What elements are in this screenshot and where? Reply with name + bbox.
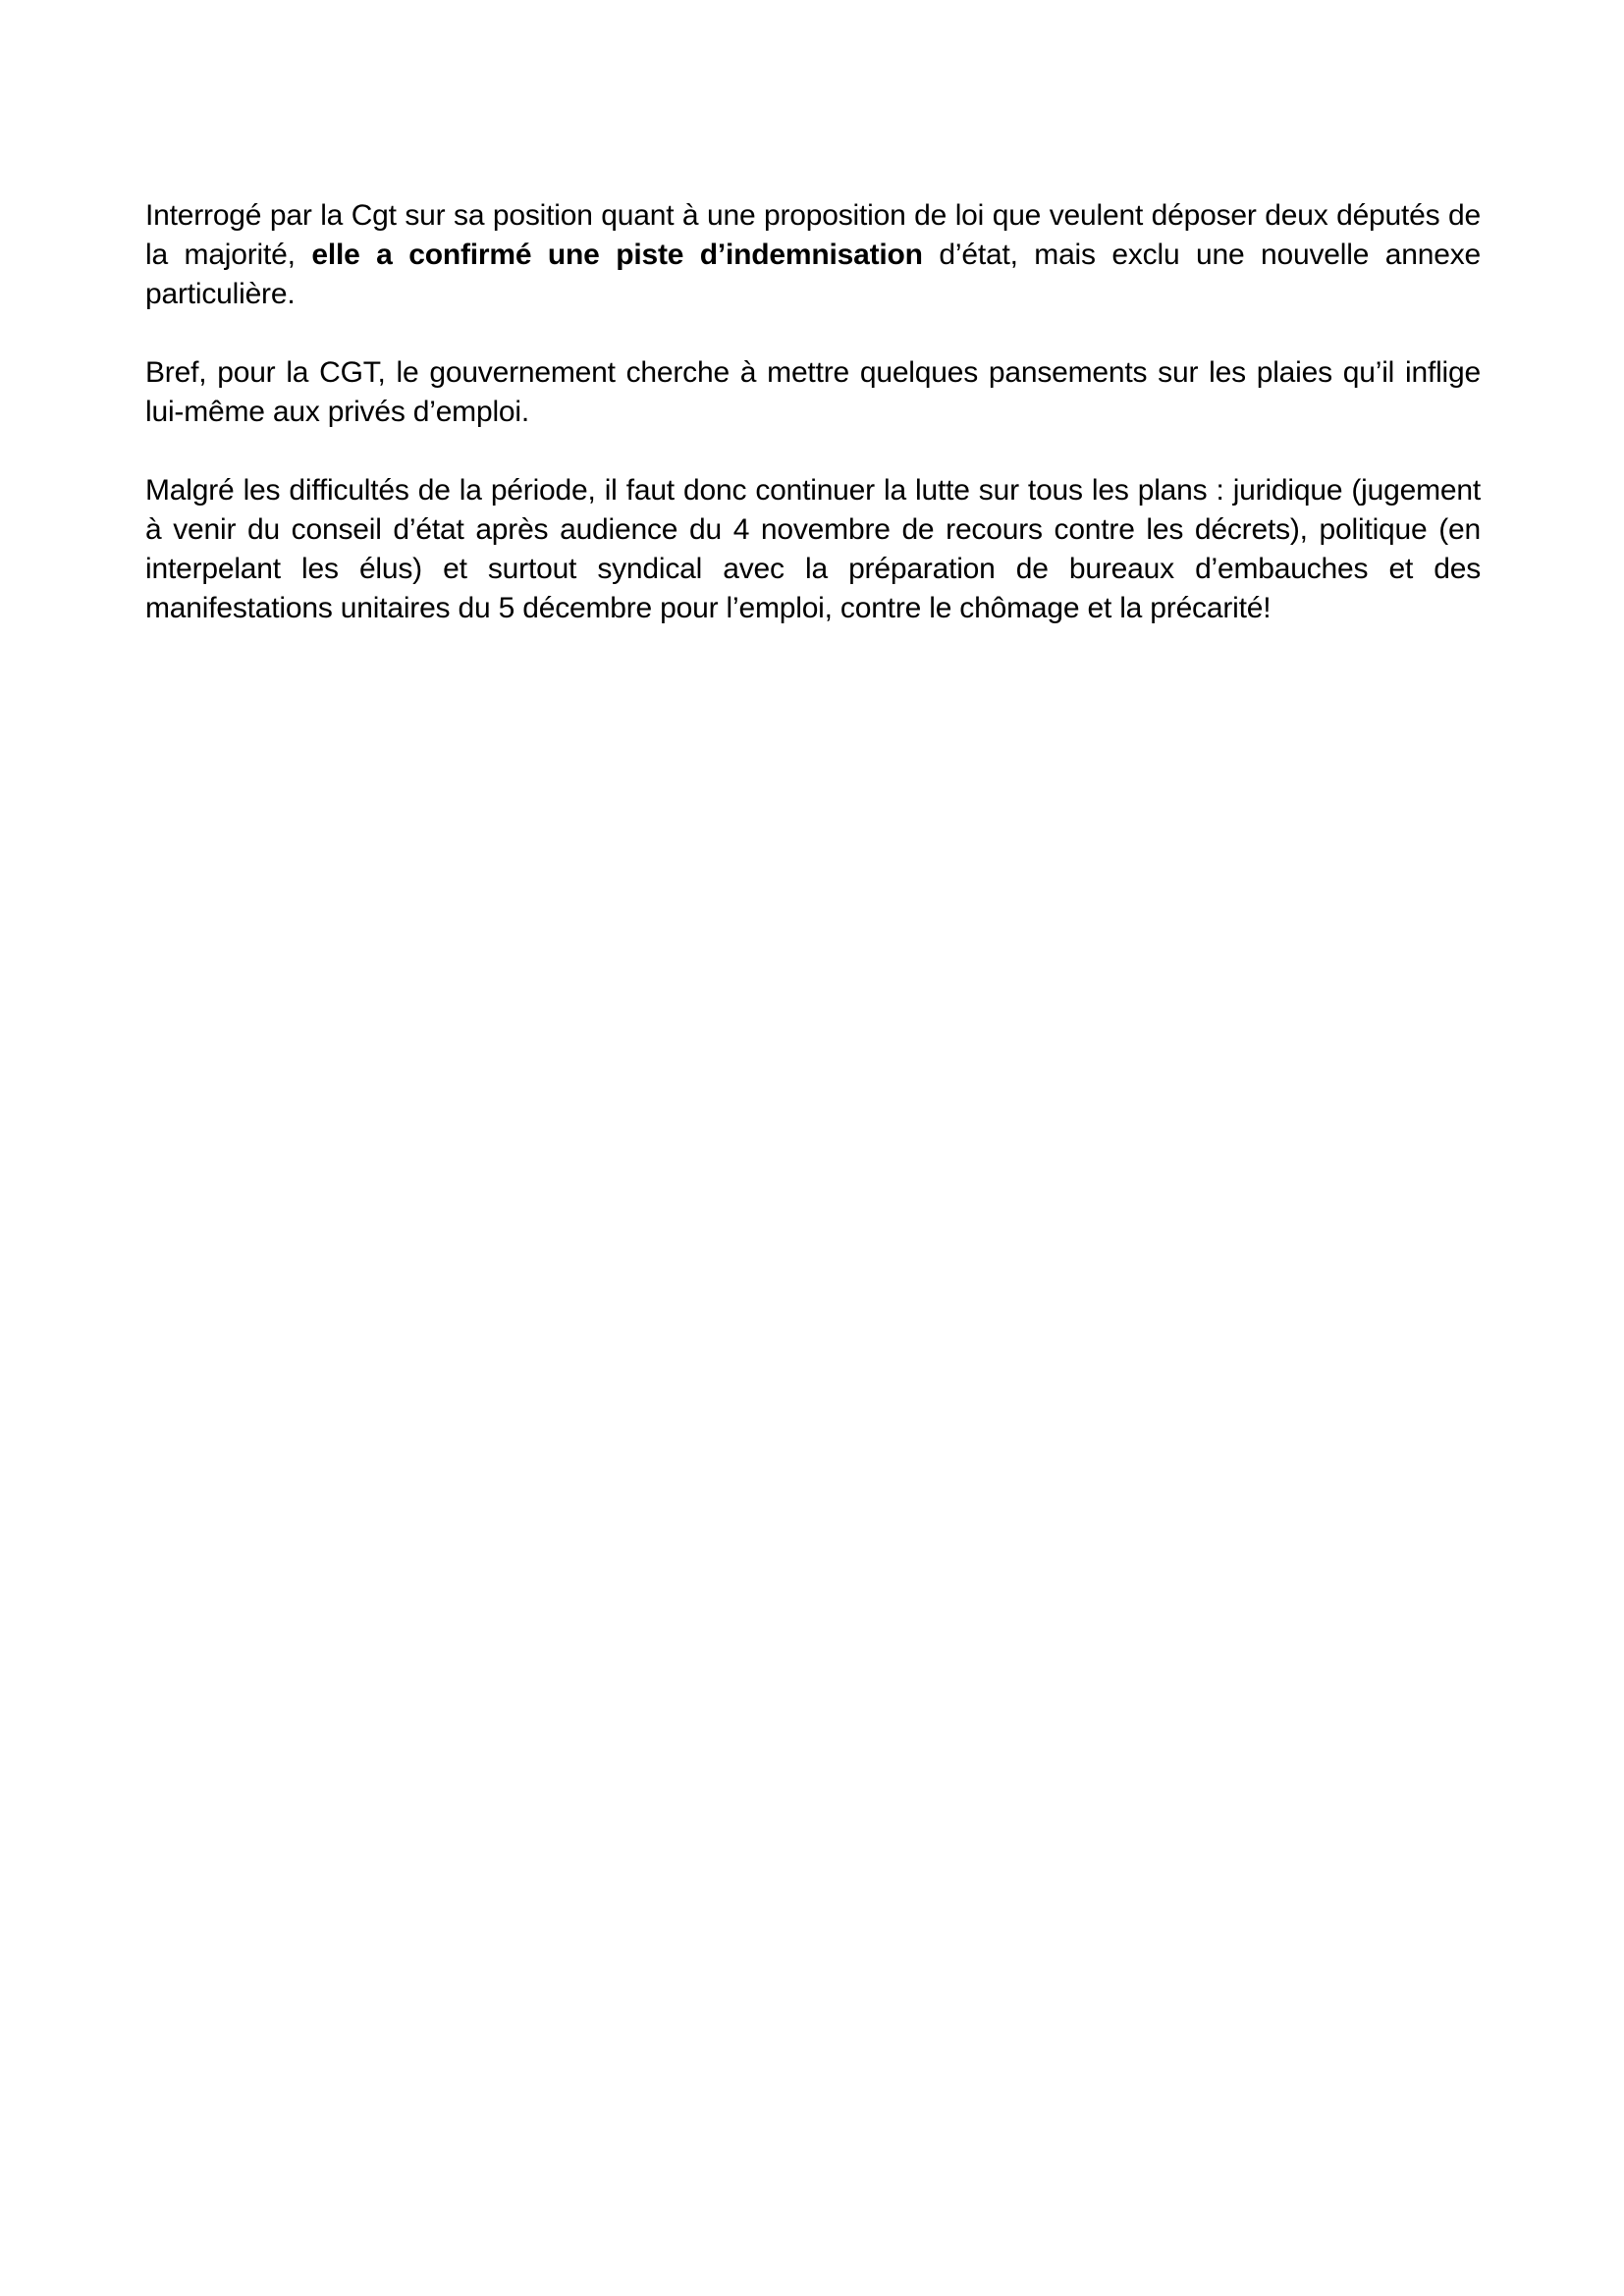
paragraph-2-text: Bref, pour la CGT, le gouvernement cherche à mettre quelques pansements sur les plaies qu’il inflige lui-même aux privés d’emploi. — [145, 356, 1481, 428]
paragraph-3-text: Malgré les difficultés de la période, il faut donc continuer la lutte sur tous les plans : juridique (jugement à venir du conseil d’état après audience du 4 novembre de recours contre les décrets), politique (en interpelant les élus) et surtout syndical avec la préparation de bureaux d’embauches et des manifestations unitaires du 5 décembre pour l’emploi, contre le chômage et la précarité! — [145, 474, 1481, 624]
paragraph-1-bold-text: elle a confirmé une piste d’indemnisation — [311, 239, 923, 271]
document-body — [145, 196, 1481, 667]
paragraph-2 — [145, 353, 1481, 432]
paragraph-3 — [145, 471, 1481, 628]
paragraph-1 — [145, 196, 1481, 314]
paragraph-1-text-end: d’état, mais exclu une nouvelle annexe particulière. — [145, 239, 1481, 310]
paragraph-1-text: Interrogé par la Cgt sur sa position quant à une proposition de loi que veulent déposer deux députés de la majorité, — [145, 199, 1481, 271]
